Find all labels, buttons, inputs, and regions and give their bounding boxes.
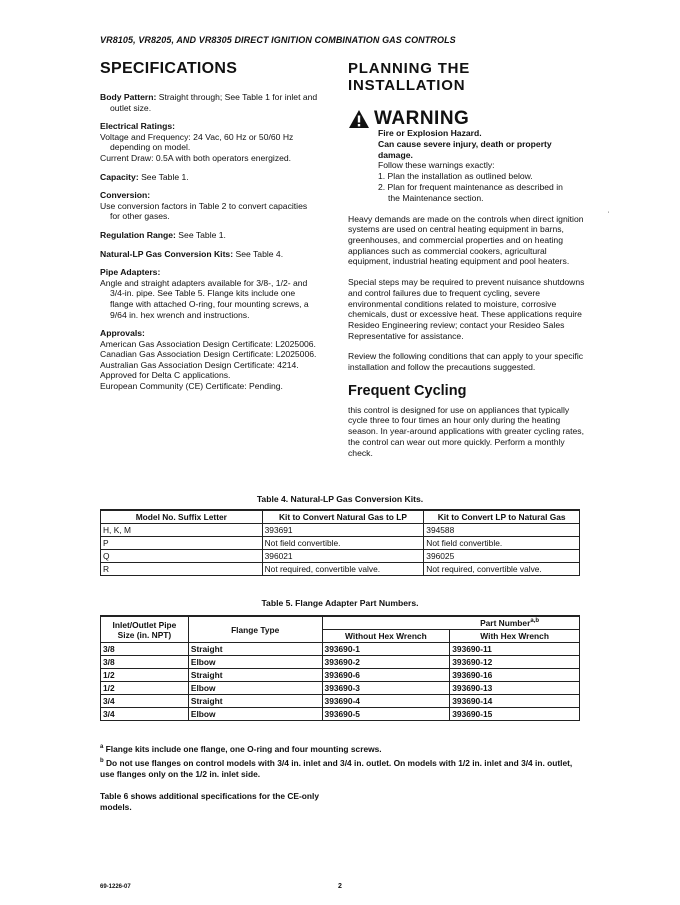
spec-electrical: [100, 121, 340, 163]
warning-text: Follow these warnings exactly:: [378, 160, 495, 171]
table-header: Kit to Convert LP to Natural Gas: [424, 510, 580, 524]
table-cell: Elbow: [188, 656, 322, 669]
specifications-column: [100, 60, 340, 400]
spec-text: flange with attached O-ring, four mounting screws, a: [110, 298, 309, 309]
spec-text: for other gases.: [110, 211, 170, 222]
spec-text: 9/64 in. hex wrench and instructions.: [110, 309, 250, 320]
table-cell: Not field convertible.: [262, 537, 424, 550]
table-cell: 393690-13: [450, 682, 580, 695]
spec-text: See Table 1.: [138, 171, 189, 182]
table-cell: H, K, M: [101, 524, 263, 537]
table-cell: 393691: [262, 524, 424, 537]
table-cell: 393690-16: [450, 669, 580, 682]
planning-column: [348, 60, 588, 458]
document-number: 69-1226-07: [100, 884, 131, 890]
spec-text: Voltage and Frequency: 24 Vac, 60 Hz or 50/60 Hz: [100, 131, 294, 142]
table-cell: R: [101, 563, 263, 576]
table-header-row: [101, 510, 580, 524]
warning-text: Can cause severe injury, death or property: [378, 138, 552, 149]
table-header: Model No. Suffix Letter: [101, 510, 263, 524]
table4-title: Table 4. Natural-LP Gas Conversion Kits.: [256, 494, 424, 504]
spec-text: 3/4-in. pipe. See Table 5. Flange kits include one: [110, 288, 296, 299]
table-row: [101, 682, 580, 695]
table-row: [101, 524, 580, 537]
spec-label: Capacity:: [100, 171, 139, 182]
planning-paragraphs: [348, 214, 588, 373]
table-header: With Hex Wrench: [450, 630, 580, 643]
table-cell: 3/4: [101, 695, 189, 708]
spec-text: outlet size.: [110, 102, 152, 113]
spec-text: Use conversion factors in Table 2 to convert capacities: [100, 200, 308, 211]
warning-text: damage.: [378, 149, 413, 160]
warning-box: [348, 108, 588, 204]
spec-text: American Gas Association Design Certificate: L2025006.: [100, 338, 316, 349]
spec-text: Canadian Gas Association Design Certificate: L2025006.: [100, 349, 317, 360]
table-cell: 393690-15: [450, 708, 580, 721]
table-header: Kit to Convert Natural Gas to LP: [262, 510, 424, 524]
table-cell: 1/2: [101, 682, 189, 695]
table-cell: 393690-11: [450, 643, 580, 656]
paragraph: Heavy demands are made on the controls when direct ignition systems are used on central heating equipment in barns, greenhouses, and commercial properties and on heating appliances such as commercial cookers, agricultural equipment, industrial heating equipment and pool heaters.: [348, 213, 584, 267]
spec-conversion: [100, 190, 340, 222]
page-number: 2: [338, 883, 342, 890]
table-row: [101, 708, 580, 721]
table-cell: 393690-2: [322, 656, 450, 669]
spec-text: Australian Gas Association Design Certificate: 4214.: [100, 359, 299, 370]
spec-label: Body Pattern:: [100, 92, 157, 102]
table-cell: 396021: [262, 550, 424, 563]
planning-heading: PLANNING THE INSTALLATION: [348, 60, 471, 94]
table-header: Without Hex Wrench: [322, 630, 450, 643]
table-cell: 3/8: [101, 656, 189, 669]
warning-item: the Maintenance section.: [388, 192, 484, 203]
warning-item: 2. Plan for frequent maintenance as described in: [378, 181, 563, 192]
spec-label: Electrical Ratings:: [100, 121, 175, 132]
spec-text: See Table 4.: [233, 248, 284, 259]
warning-text: Fire or Explosion Hazard.: [378, 128, 482, 138]
table-cell: Straight: [188, 695, 322, 708]
spec-pipe-adapters: [100, 267, 340, 320]
table-cell: Not required, convertible valve.: [262, 563, 424, 576]
table-header-text: Part Number: [480, 618, 531, 628]
spec-approvals: [100, 328, 340, 392]
frequent-cycling-text: this control is designed for use on appliances that typically cycle three to four times an hour only during the heating season. In year-around applications with greater cycling rates, the control can wear out more quickly. Perform a monthly check.: [348, 404, 584, 458]
spec-capacity: [100, 172, 340, 183]
spec-text: European Community (CE) Certificate: Pending.: [100, 381, 283, 392]
table-header-part: [322, 616, 579, 630]
table-cell: Q: [101, 550, 263, 563]
table-cell: 393690-12: [450, 656, 580, 669]
table4: [100, 509, 580, 576]
table-cell: 393690-3: [322, 682, 450, 695]
specifications-heading: SPECIFICATIONS: [100, 60, 238, 77]
running-head: VR8105, VR8205, AND VR8305 DIRECT IGNITION COMBINATION GAS CONTROLS: [100, 35, 456, 45]
footnote-a: [100, 742, 585, 755]
table5-title: Table 5. Flange Adapter Part Numbers.: [261, 598, 419, 608]
spec-label: Natural-LP Gas Conversion Kits:: [100, 248, 234, 259]
spec-body-pattern: [100, 92, 340, 113]
footnote-text: Do not use flanges on control models with 3/4 in. inlet and 3/4 in. outlet. On models with 1/2 in. inlet and 3/4 in. outlet, use flanges only on the 1/2 in. inlet side.: [100, 757, 573, 779]
spec-regulation: [100, 230, 340, 241]
spec-text: Straight through; See Table 1 for inlet and: [156, 92, 318, 102]
table-cell: 3/8: [101, 643, 189, 656]
table-cell: Elbow: [188, 708, 322, 721]
table-header-text: Inlet/Outlet Pipe: [112, 619, 177, 630]
spec-kits: [100, 249, 340, 260]
paragraph: Review the following conditions that can apply to your specific installation and follow the precautions suggested.: [348, 351, 584, 373]
spec-text: Approved for Delta C applications.: [100, 370, 231, 381]
table-header-text: Size (in. NPT): [117, 629, 172, 640]
table-cell: 393690-6: [322, 669, 450, 682]
table-cell: 3/4: [101, 708, 189, 721]
table6-note: Table 6 shows additional specifications for the CE-only models.: [100, 791, 320, 812]
spec-text: Angle and straight adapters available for 3/8-, 1/2- and: [100, 277, 308, 288]
table-row: [101, 550, 580, 563]
warning-body: [378, 128, 588, 204]
table-cell: Straight: [188, 643, 322, 656]
margin-mark: ': [608, 212, 610, 218]
footnote-b: [100, 756, 585, 780]
spec-label: Pipe Adapters:: [100, 267, 161, 278]
table-row: [101, 563, 580, 576]
table-header: Flange Type: [188, 616, 322, 643]
paragraph: Special steps may be required to prevent nuisance shutdowns and control failures due to frequent cycling, severe environmental conditions related to moisture, corrosive chemicals, dust or excessive heat. These applications require Resideo Engineering review; contact your Resideo Sales Representative for assistance.: [348, 277, 585, 341]
table-cell: P: [101, 537, 263, 550]
table-cell: Elbow: [188, 682, 322, 695]
spec-label: Conversion:: [100, 190, 151, 201]
table-header-inlet: [101, 616, 189, 643]
table-row: [101, 537, 580, 550]
table-header-sup: a,b: [530, 618, 539, 625]
table-cell: Straight: [188, 669, 322, 682]
warning-triangle-icon: [348, 109, 370, 129]
spec-label: Regulation Range:: [100, 229, 176, 240]
warning-title-row: [348, 108, 588, 130]
spec-label: Approvals:: [100, 328, 145, 339]
table-cell: 396025: [424, 550, 580, 563]
table-cell: 393690-14: [450, 695, 580, 708]
footnote-text: Flange kits include one flange, one O-ring and four mounting screws.: [103, 743, 382, 754]
table-row: [101, 643, 580, 656]
table-row: [101, 669, 580, 682]
spec-text: depending on model.: [110, 142, 191, 153]
warning-title: WARNING: [374, 108, 470, 129]
table-cell: Not field convertible.: [424, 537, 580, 550]
table-row: [101, 695, 580, 708]
footnote-mark: a: [100, 744, 104, 750]
footnote-mark: b: [100, 758, 104, 764]
frequent-cycling-heading: Frequent Cycling: [348, 382, 467, 399]
spec-text: Current Draw: 0.5A with both operators energized.: [100, 152, 292, 163]
table-cell: 393690-5: [322, 708, 450, 721]
warning-item: 1. Plan the installation as outlined below.: [378, 171, 533, 182]
table-cell: 394588: [424, 524, 580, 537]
table-cell: 393690-1: [322, 643, 450, 656]
spec-text: See Table 1.: [175, 229, 226, 240]
table-header-row: [101, 616, 580, 630]
table-cell: Not required, convertible valve.: [424, 563, 580, 576]
table-cell: 1/2: [101, 669, 189, 682]
table5: [100, 615, 580, 721]
table-row: [101, 656, 580, 669]
table-cell: 393690-4: [322, 695, 450, 708]
